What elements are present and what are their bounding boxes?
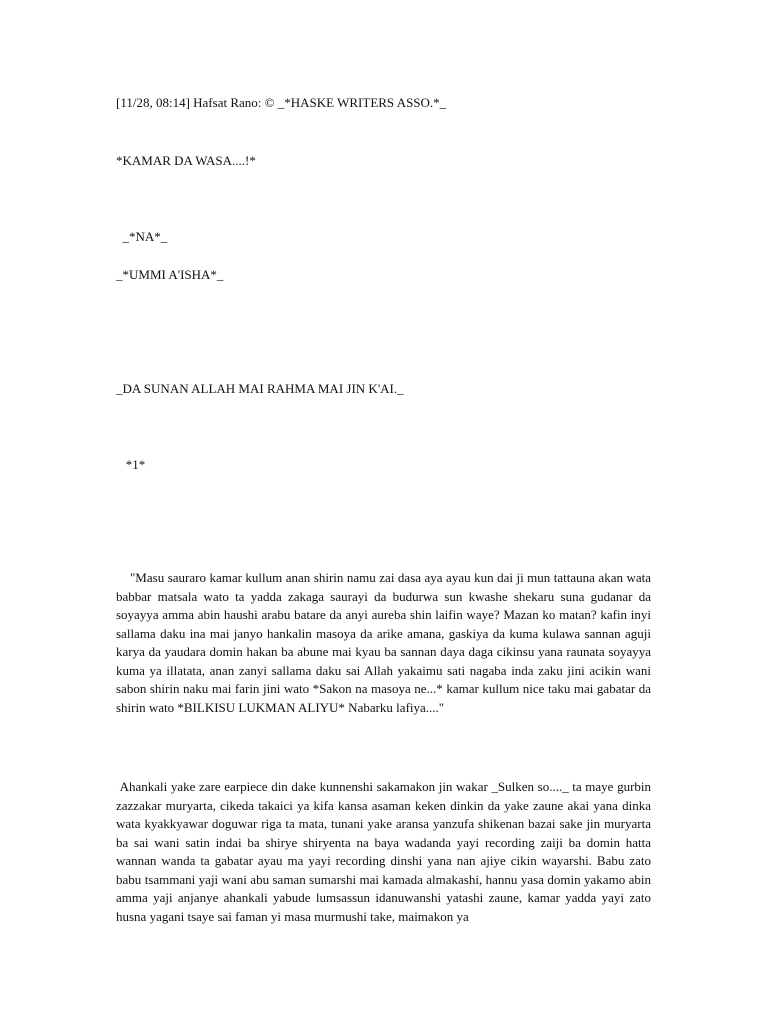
dedication-line: _DA SUNAN ALLAH MAI RAHMA MAI JIN K'AI._ [116,381,404,396]
author-name: _*UMMI A'ISHA*_ [116,267,224,282]
message-header: [11/28, 08:14] Hafsat Rano: © _*HASKE WRITERS ASSO.*_ [116,95,447,110]
chapter-number: *1* [116,457,146,472]
story-title: *KAMAR DA WASA....!* [116,153,256,168]
by-label: _*NA*_ [116,229,168,244]
paragraph-2: Ahankali yake zare earpiece din dake kunnenshi sakamakon jin wakar _Sulken so...._ ta maye gurbin zazzakar muryarta, cikeda takaici ya kifa kansa asaman keken dinkin da yake zaune akai yana dinka wata kyakkyawar doguwar riga ta mata, tunani yake aransa yanzufa shikenan bazai sake jin muryarta ba sai wani satin indai ba shirye shiryenta na baya wadanda yayi recording zaiji ba domin hatta wannan wanda ta gabatar ayau ma yayi recording dinshi yana nan ajiye cikin wayarshi. Babu zato babu tsammani yaji wani abu saman sumarshi mai kamada almakashi, hannu yasa domin yakamo abin amma yaji anjanye ahankali yabude lumsassun idanuwanshi yatashi zaune, kamar yadda yayi zato husna yagani tsaye sai faman yi masa murmushi take, maimakon ya [116,779,655,924]
paragraph-1: "Masu sauraro kamar kullum anan shirin namu zai dasa aya ayau kun dai ji mun tattauna akan wata babbar matsala wato ta yadda zakaga saurayi da budurwa sun kwashe shekaru suna gudanar da soyayya amma abin haushi arabu batare da anyi aureba shin laifin waye? Mazan ko matan? kafin inyi sallama daku ina mai janyo hankalin masoya da arike amana, gaskiya da kuma kulawa sannan aguji karya da yaudara domin hakan ba abune mai kyau ba sannan daya daga cikinsu yana raunata soyayya kuma ya illatata, anan zanyi sallama daku sai Allah yakaimu sati nagaba inda zaku jini acikin wani sabon shirin naku mai farin jini wato *Sakon na masoya ne...* kamar kullum nice taku mai gabatar da shirin wato *BILKISU LUKMAN ALIYU* Nabarku lafiya...." [116,570,655,715]
